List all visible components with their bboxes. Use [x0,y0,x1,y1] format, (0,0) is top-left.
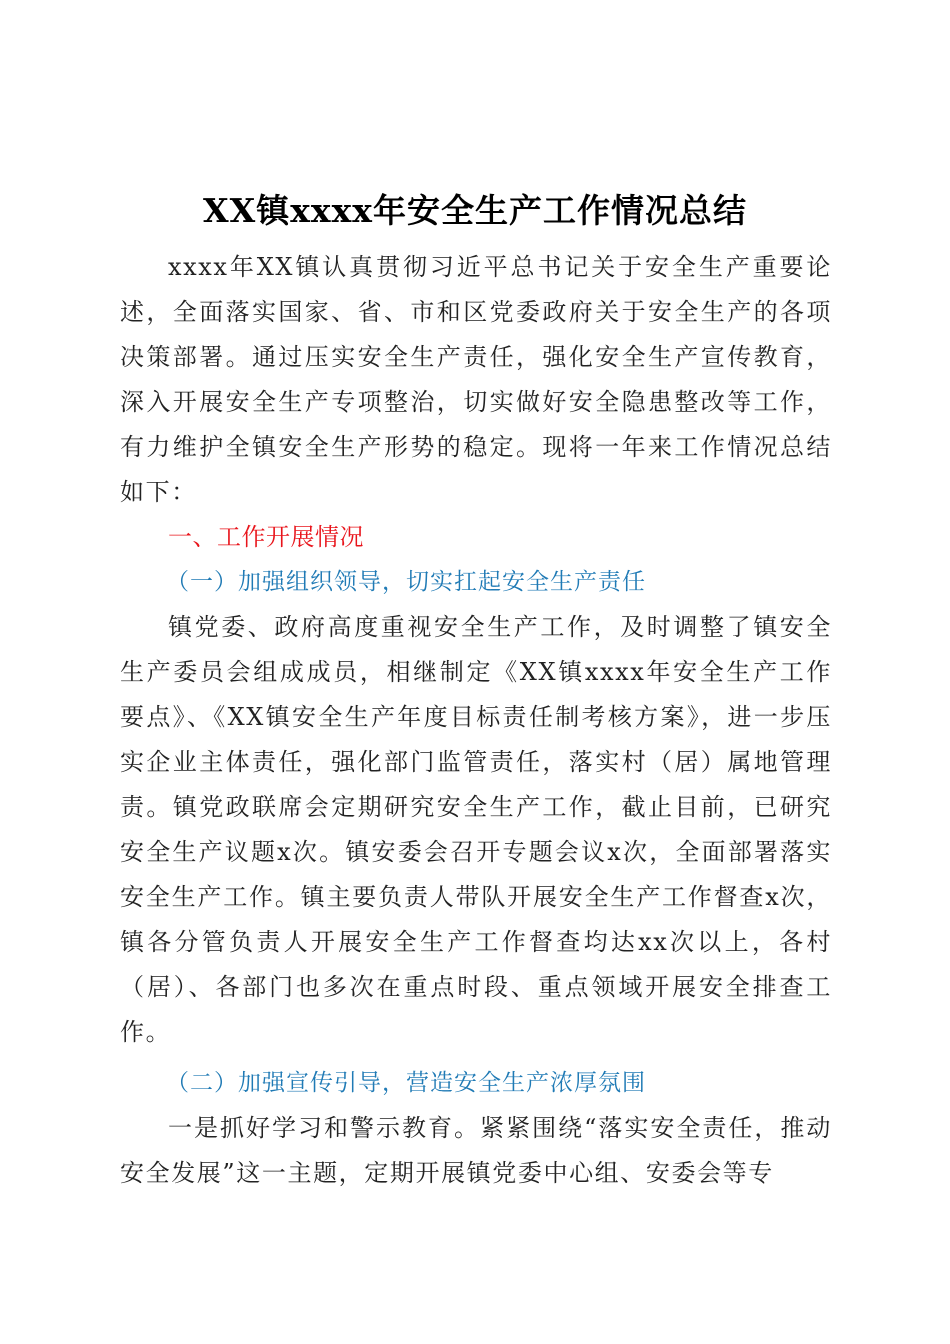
intro-paragraph: xxxx年XX镇认真贯彻习近平总书记关于安全生产重要论述，全面落实国家、省、市和区党委政府关于安全生产的各项决策部署。通过压实安全生产责任，强化安全生产宣传教育，深入开展安全生产专项整治，切实做好安全隐患整改等工作，有力维护全镇安全生产形势的稳定。现将一年来工作情况总结如下： [120,253,832,506]
section-heading-work-progress: 一、工作开展情况 [168,523,364,551]
subsection-heading-publicity: （二）加强宣传引导，营造安全生产浓厚氛围 [166,1070,646,1096]
subsection-paragraph-publicity: 一是抓好学习和警示教育。紧紧围绕“落实安全责任，推动安全发展”这一主题，定期开展镇党委中心组、安委会等专 [120,1114,832,1187]
document-title: XX镇xxxx年安全生产工作情况总结 [203,191,747,230]
subsection-heading-organization: （一）加强组织领导，切实扛起安全生产责任 [166,569,646,595]
subsection-paragraph-organization: 镇党委、政府高度重视安全生产工作，及时调整了镇安全生产委员会组成成员，相继制定《XX镇xxxx年安全生产工作要点》、《XX镇安全生产年度目标责任制考核方案》，进一步压实企业主体责任，强化部门监管责任，落实村（居）属地管理责。镇党政联席会定期研究安全生产工作，截止目前，已研究安全生产议题x次。镇安委会召开专题会议x次，全面部署落实安全生产工作。镇主要负责人带队开展安全生产工作督查x次，镇各分管负责人开展安全生产工作督查均达xx次以上，各村（居）、各部门也多次在重点时段、重点领域开展安全排查工作。 [120,613,832,1046]
document-body [120,245,832,1196]
